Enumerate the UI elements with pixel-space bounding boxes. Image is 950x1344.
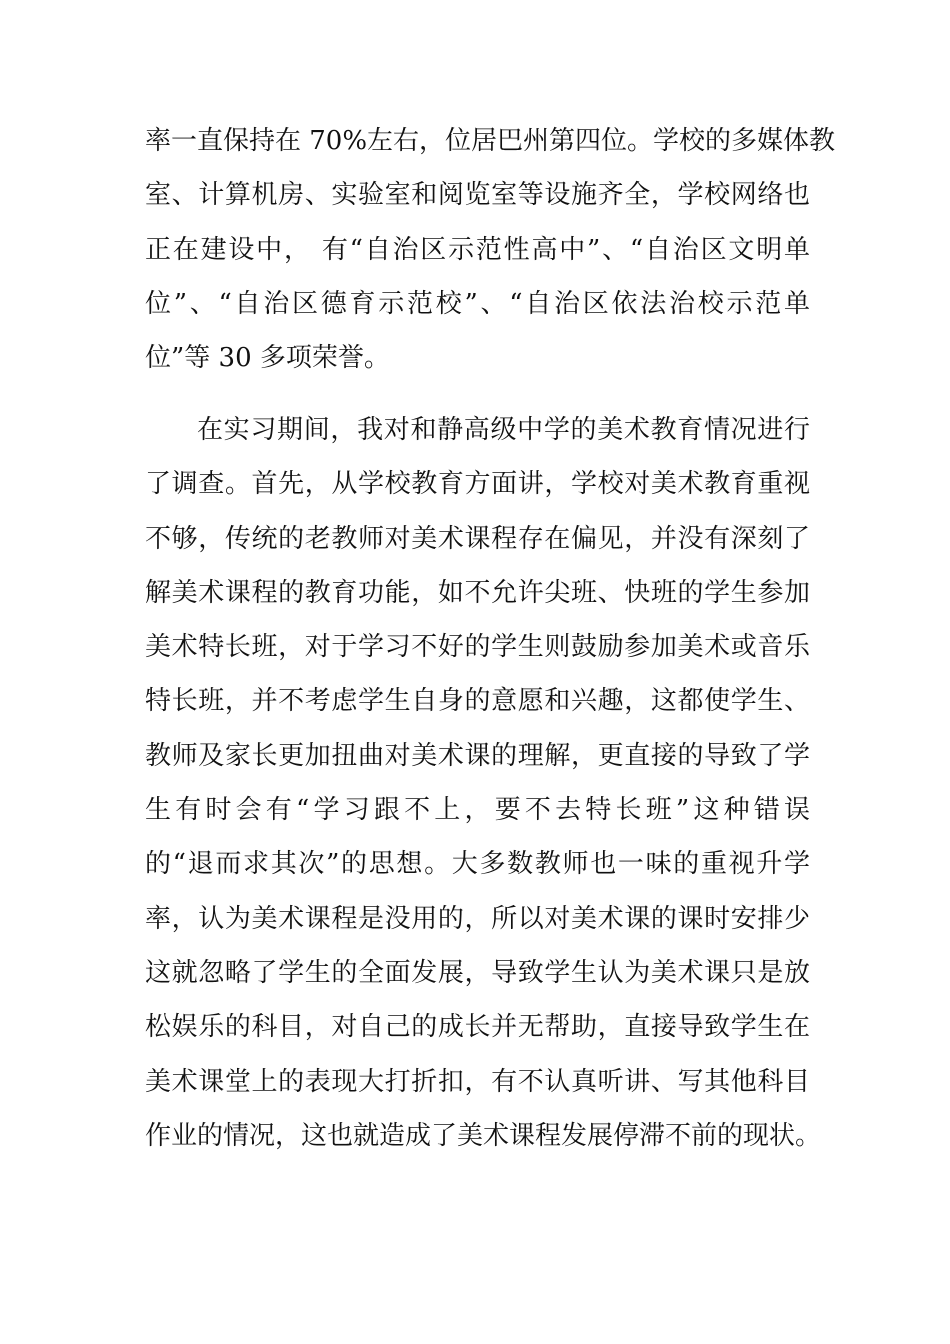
paragraph-1-line: 室、计算机房、实验室和阅览室等设施齐全，学校网络也 (145, 180, 810, 211)
paragraph-2-line: 的“退而求其次”的思想。大多数教师也一味的重视升学 (145, 849, 810, 880)
paragraph-2-line: 生有时会有“学习跟不上，要不去特长班”这种错误 (145, 795, 810, 826)
paragraph-2-line: 这就忽略了学生的全面发展，导致学生认为美术课只是放 (145, 957, 810, 988)
paragraph-2-line: 解美术课程的教育功能，如不允许尖班、快班的学生参加 (145, 577, 810, 608)
paragraph-1-line: 正在建设中， 有“自治区示范性高中”、“自治区文明单 (145, 234, 810, 265)
paragraph-2-line: 美术特长班，对于学习不好的学生则鼓励参加美术或音乐 (145, 632, 810, 663)
paragraph-1-line: 率一直保持在 70%左右，位居巴州第四位。学校的多媒体教 (145, 126, 836, 156)
paragraph-1 (145, 114, 836, 385)
paragraph-2-line: 不够，传统的老教师对美术课程存在偏见，并没有深刻了 (145, 523, 810, 554)
paragraph-1-line: 位”等 30 多项荣誉。 (145, 343, 390, 374)
paragraph-2-line: 作业的情况，这也就造成了美术课程发展停滞不前的现状。 (145, 1120, 822, 1151)
paragraph-2 (145, 403, 822, 1163)
paragraph-2-line: 松娱乐的科目，对自己的成长并无帮助，直接导致学生在 (145, 1012, 810, 1043)
paragraph-2-line: 在实习期间，我对和静高级中学的美术教育情况进行 (197, 415, 810, 445)
paragraph-2-line: 了调查。首先，从学校教育方面讲，学校对美术教育重视 (145, 469, 810, 500)
paragraph-2-line: 特长班，并不考虑学生自身的意愿和兴趣，这都使学生、 (145, 686, 810, 717)
paragraph-2-line: 教师及家长更加扭曲对美术课的理解，更直接的导致了学 (145, 740, 810, 771)
paragraph-2-line: 率，认为美术课程是没用的，所以对美术课的课时安排少 (145, 903, 810, 934)
paragraph-2-line: 美术课堂上的表现大打折扣，有不认真听讲、写其他科目 (145, 1066, 810, 1097)
paragraph-1-line: 位”、“自治区德育示范校”、“自治区依法治校示范单 (145, 288, 810, 319)
